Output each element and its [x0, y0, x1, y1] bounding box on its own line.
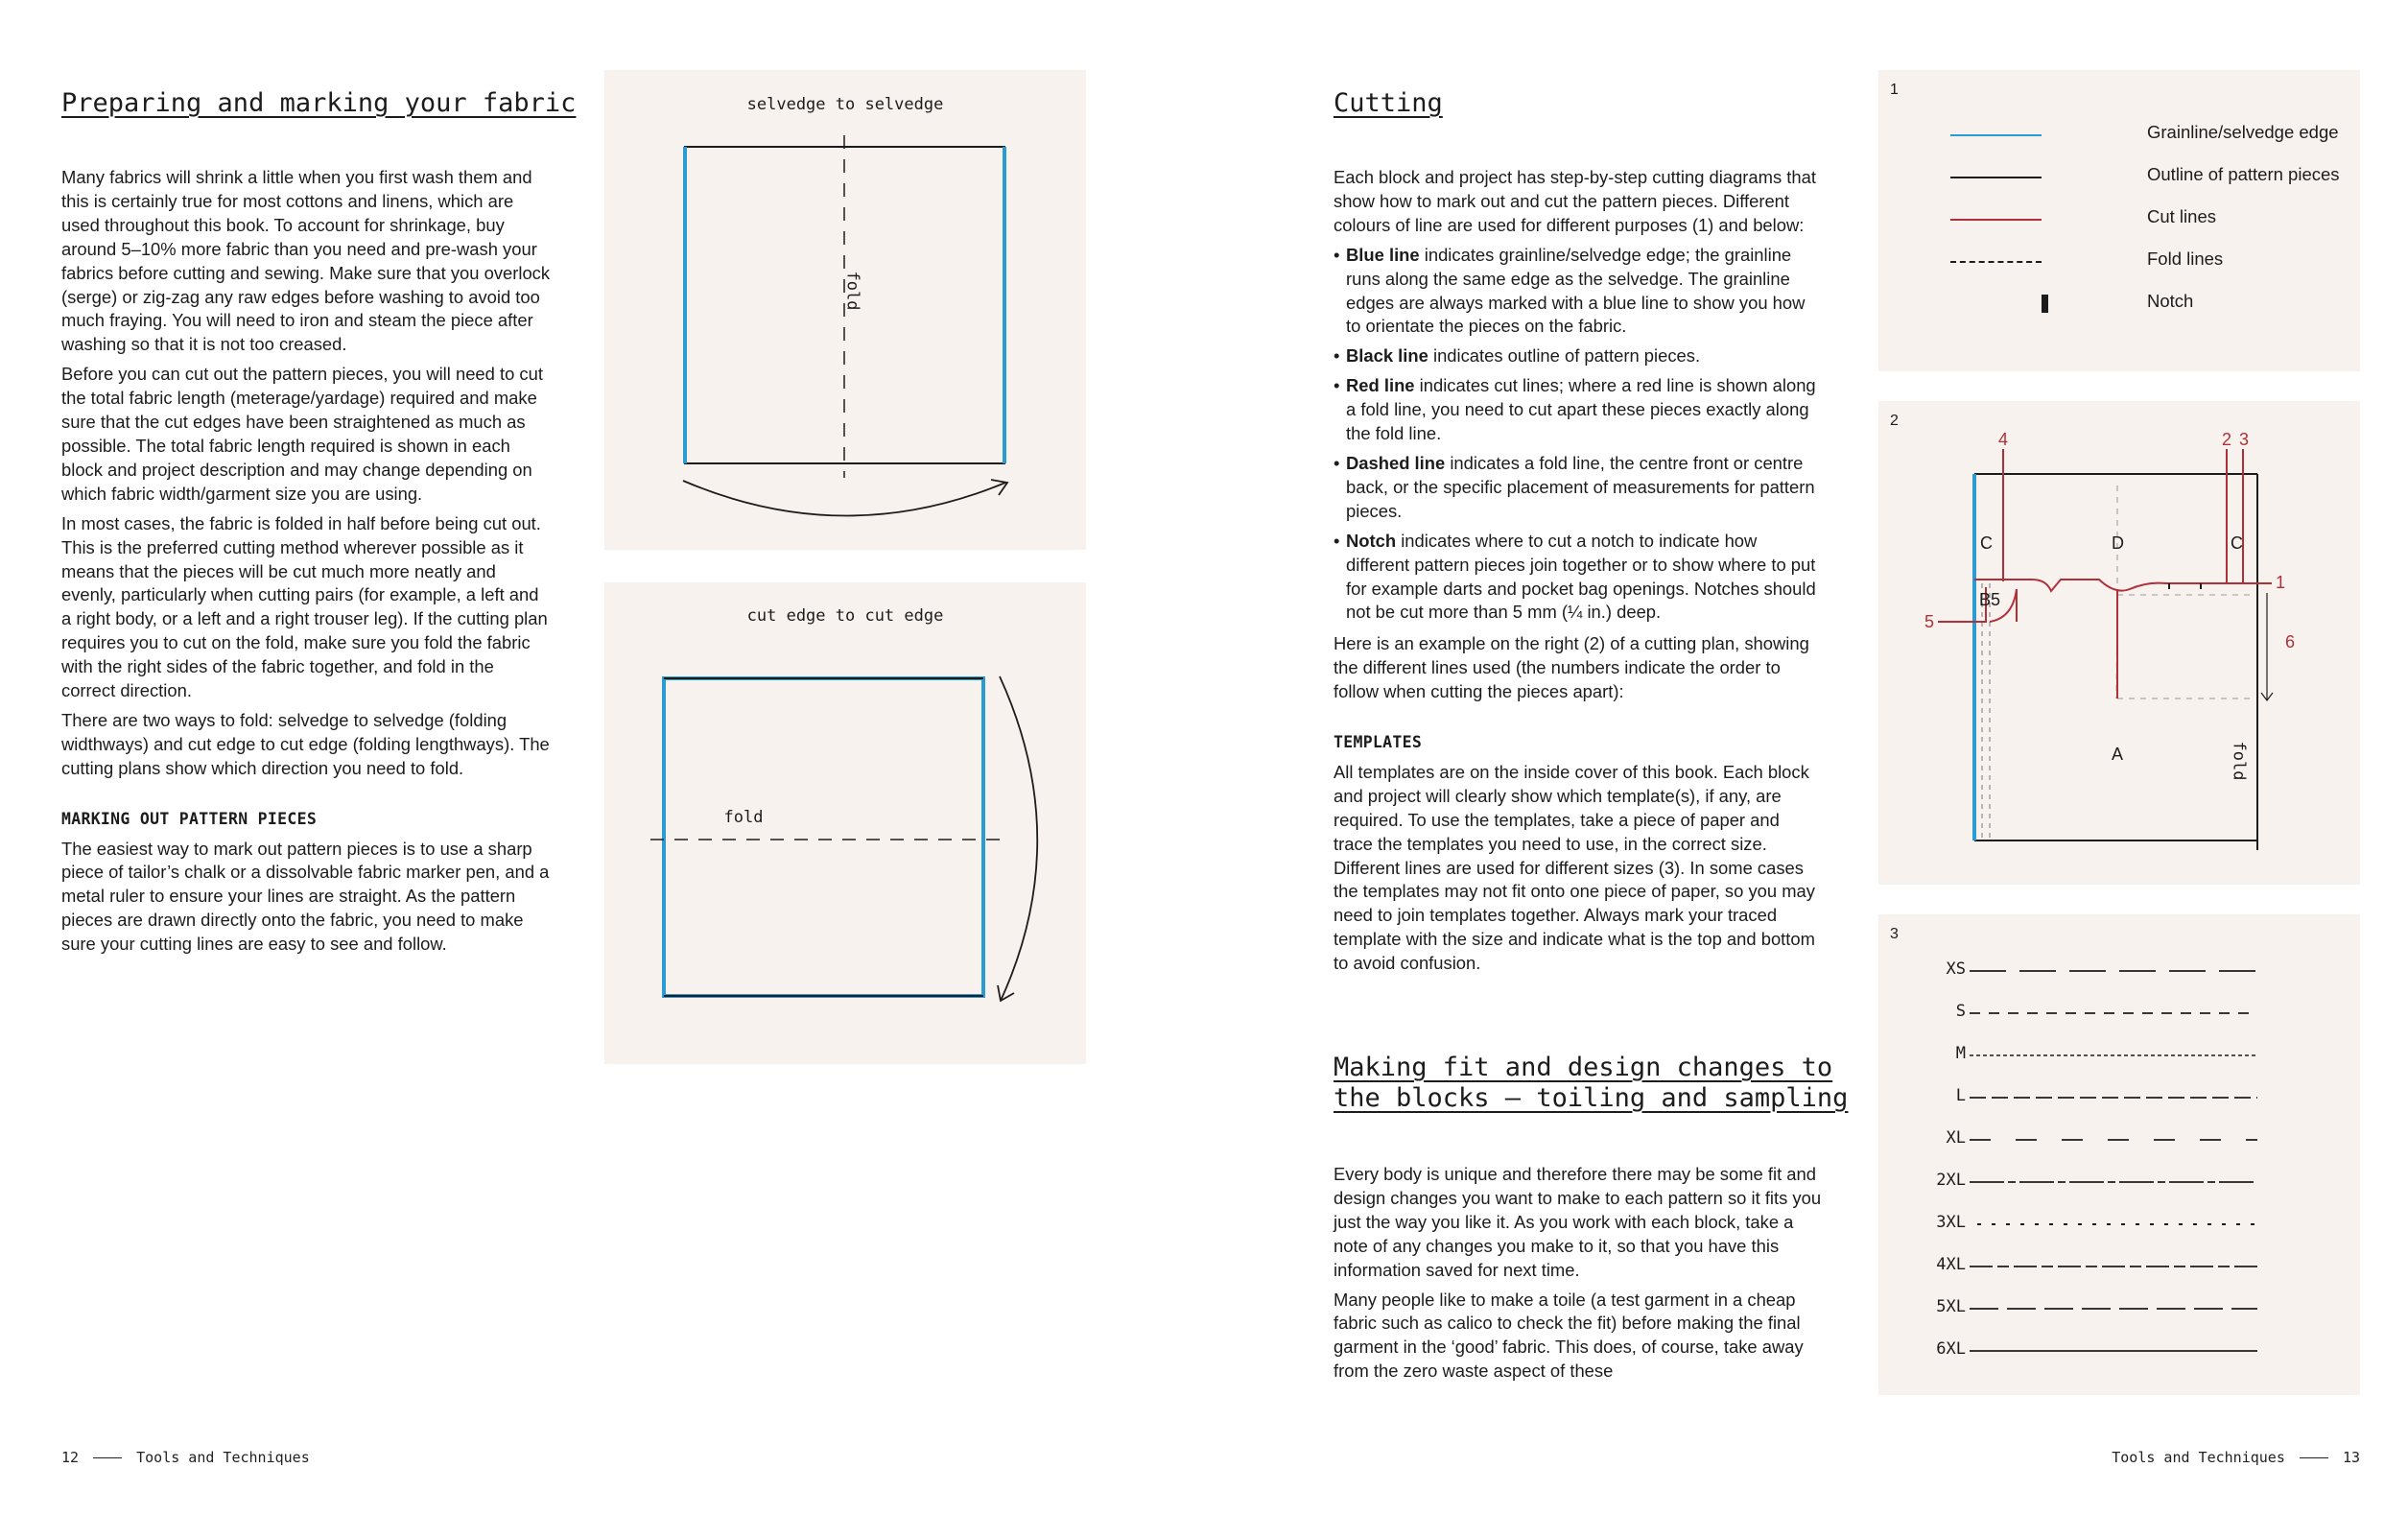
- marking-subheading: MARKING OUT PATTERN PIECES: [61, 809, 318, 828]
- size-line-6xl: [1970, 1339, 2296, 1362]
- legend-label: Outline of pattern pieces: [2147, 164, 2340, 184]
- notch-icon: [2042, 295, 2048, 313]
- size-lines-panel: [1878, 914, 2360, 1395]
- diagram-caption: selvedge to selvedge: [746, 95, 944, 114]
- size-line-xs: [1970, 959, 2296, 982]
- fit-title-line: the blocks – toiling and sampling: [1334, 1083, 1849, 1113]
- size-line-4xl: [1970, 1255, 2296, 1278]
- paragraph: The easiest way to mark out pattern pieces is to use a sharp piece of tailor’s chalk or a dissolvable fabric marker pen, and a metal ruler to ensure your lines are straight. As the pattern pieces are drawn directly onto the fabric, you need to make sure your cutting lines are easy to see and follow.: [61, 838, 550, 955]
- piece-label: C: [2231, 533, 2243, 553]
- size-label: S: [1955, 1002, 1966, 1021]
- size-line-l: [1970, 1086, 2296, 1109]
- size-row-xl: [1931, 1128, 2296, 1151]
- cut-order-number: 6: [2285, 632, 2296, 651]
- dashed-line-swatch: [1950, 261, 2042, 263]
- line-legend-panel: [1878, 70, 2360, 371]
- paragraph: Many fabrics will shrink a little when you first wash them and this is certainly true for most cottons and linens, which are used throughout this book. To account for shrinkage, buy around 5–10% more fabric than you need and pre-wash your fabrics before cutting and sewing. Make sure that you overlock (serge) or zig-zag any raw edges before washing to avoid too much fraying. You will need to iron and steam the piece after washing so that it is not too creased.: [61, 167, 551, 355]
- right-footer: [2112, 1449, 2360, 1466]
- piece-label: B5: [1979, 590, 2001, 609]
- size-row-xs: [1931, 959, 2296, 982]
- red-line-swatch: [1950, 219, 2042, 221]
- size-label: 3XL: [1936, 1213, 1966, 1232]
- size-label: M: [1955, 1044, 1966, 1063]
- legend-label: Cut lines: [2147, 206, 2216, 226]
- left-footer: [61, 1449, 310, 1466]
- legend-label: Grainline/selvedge edge: [2147, 122, 2339, 142]
- cutting-body-text: [1334, 166, 1823, 982]
- diagram-caption: cut edge to cut edge: [746, 606, 944, 626]
- size-row-l: [1931, 1086, 2296, 1109]
- legend-label: Notch: [2147, 291, 2194, 311]
- size-label: XS: [1946, 959, 1966, 979]
- page-number: 12: [61, 1449, 80, 1466]
- cutting-plan-panel: [1878, 401, 2360, 885]
- footer-rule: [2300, 1457, 2328, 1458]
- legend-label: Fold lines: [2147, 249, 2224, 269]
- cut-order-number: 2: [2222, 430, 2232, 449]
- cut-order-number: 1: [2276, 573, 2286, 592]
- paragraph: All templates are on the inside cover of this book. Each block and project will clearly show which template(s), if any, are required. To use the templates, take a piece of paper and trace the templates you need to use, in the correct size. Different lines are used for different sizes (3). In some cases the templates may not fit onto one piece of paper, so you may need to join templates together. Always mark your traced template with the size and indicate what is the top and bottom to avoid confusion.: [1334, 761, 1815, 974]
- size-line-m: [1970, 1044, 2296, 1067]
- size-line-s: [1970, 1002, 2296, 1025]
- size-row-2xl: [1931, 1171, 2296, 1194]
- size-label: 4XL: [1936, 1255, 1966, 1274]
- cut-order-number: 3: [2239, 430, 2250, 449]
- size-row-3xl: [1931, 1213, 2296, 1236]
- paragraph: There are two ways to fold: selvedge to selvedge (folding widthways) and cut edge to cut edge (folding lengthways). The cutting plans show which direction you need to fold.: [61, 709, 550, 778]
- blue-line-swatch: [1950, 134, 2042, 136]
- fit-title-line: Making fit and design changes to: [1334, 1053, 1833, 1082]
- templates-subheading: TEMPLATES: [1334, 733, 1423, 752]
- fold-diagram-selvedge: [604, 70, 1086, 550]
- paragraph: Here is an example on the right (2) of a cutting plan, showing the different lines used (the numbers indicate the order to follow when cutting the pieces apart):: [1334, 633, 1809, 702]
- piece-label: A: [2112, 745, 2124, 764]
- list-item: • Notch indicates where to cut a notch to indicate how different pattern pieces join together or to show where to put for example darts and pocket bag openings. Notches should not be cut more than 5 mm (¼ in.) deep.: [1334, 530, 1823, 626]
- size-line-5xl: [1970, 1297, 2296, 1320]
- size-line-3xl: [1970, 1213, 2296, 1236]
- line-types-list: [1334, 244, 1823, 626]
- size-line-2xl: [1970, 1171, 2296, 1194]
- list-item: • Blue line indicates grainline/selvedge edge; the grainline runs along the same edge as the selvedge. The grainline edges are always marked with a blue line to show you how to orientate the pieces on the fabric.: [1334, 244, 1823, 340]
- size-row-s: [1931, 1002, 2296, 1025]
- list-item: • Dashed line indicates a fold line, the centre front or centre back, or the specific placement of measurements for pattern pieces.: [1334, 452, 1823, 524]
- right-page-title: Cutting: [1334, 88, 1443, 118]
- cut-order-number: 4: [1998, 430, 2009, 449]
- size-row-4xl: [1931, 1255, 2296, 1278]
- size-label: XL: [1946, 1128, 1966, 1148]
- panel-number: 3: [1890, 926, 1899, 942]
- list-item: • Black line indicates outline of pattern pieces.: [1334, 344, 1823, 368]
- fold-label: fold: [2229, 741, 2249, 781]
- fit-section-title: [1334, 1053, 1848, 1114]
- fold-label: fold: [842, 271, 862, 311]
- paragraph: In most cases, the fabric is folded in half before being cut out. This is the preferred cutting method wherever possible as it means that the pieces will be cut much more neatly and evenly, particularly when cutting pairs (for example, a left and a right body, or a left and a right trouser leg). If the cutting plan requires you to cut on the fold, make sure you fold the fabric with the right sides of the fabric together, and fold in the correct direction.: [61, 512, 548, 701]
- fold-label: fold: [723, 808, 764, 827]
- paragraph: Every body is unique and therefore there may be some fit and design changes you want to make to each pattern so it fits you just the way you like it. As you work with each block, take a note of any changes you make to it, so that you have this information saved for next time.: [1334, 1164, 1822, 1280]
- size-label: L: [1955, 1086, 1966, 1105]
- section-name: Tools and Techniques: [136, 1449, 310, 1466]
- fold-diagram-cut-edge: [604, 582, 1086, 1064]
- section-name: Tools and Techniques: [2112, 1449, 2285, 1466]
- paragraph: Each block and project has step-by-step cutting diagrams that show how to mark out and cut the pattern pieces. Different colours of line are used for different purposes (1) and below:: [1334, 167, 1816, 235]
- size-label: 6XL: [1936, 1339, 1966, 1359]
- paragraph: Before you can cut out the pattern pieces, you will need to cut the total fabric length (meterage/yardage) required and make sure that the cut edges have been straightened as much as possible. The total fabric length required is shown in each block and project description and may change depending on which fabric width/garment size you are using.: [61, 364, 543, 504]
- size-row-5xl: [1931, 1297, 2296, 1320]
- panel-number: 1: [1890, 82, 1899, 98]
- paragraph: Many people like to make a toile (a test garment in a cheap fabric such as calico to check the fit) before making the final garment in the ‘good’ fabric. This does, of course, take away from the zero waste aspect of these: [1334, 1289, 1804, 1382]
- left-body-text: [61, 166, 551, 962]
- size-label: 5XL: [1936, 1297, 1966, 1316]
- size-row-6xl: [1931, 1339, 2296, 1362]
- size-line-xl: [1970, 1128, 2296, 1151]
- footer-rule: [93, 1457, 122, 1458]
- list-item: • Red line indicates cut lines; where a red line is shown along a fold line, you need to cut apart these pieces exactly along the fold line.: [1334, 374, 1823, 446]
- left-page-title: Preparing and marking your fabric: [61, 88, 577, 118]
- piece-label: D: [2112, 533, 2124, 553]
- size-label: 2XL: [1936, 1171, 1966, 1190]
- cut-order-number: 5: [1924, 612, 1935, 631]
- size-row-m: [1931, 1044, 2296, 1067]
- black-line-swatch: [1950, 177, 2042, 178]
- panel-number: 2: [1890, 413, 1899, 429]
- page-number: 13: [2342, 1449, 2360, 1466]
- fit-body-text: [1334, 1163, 1823, 1389]
- piece-label: C: [1980, 533, 1993, 553]
